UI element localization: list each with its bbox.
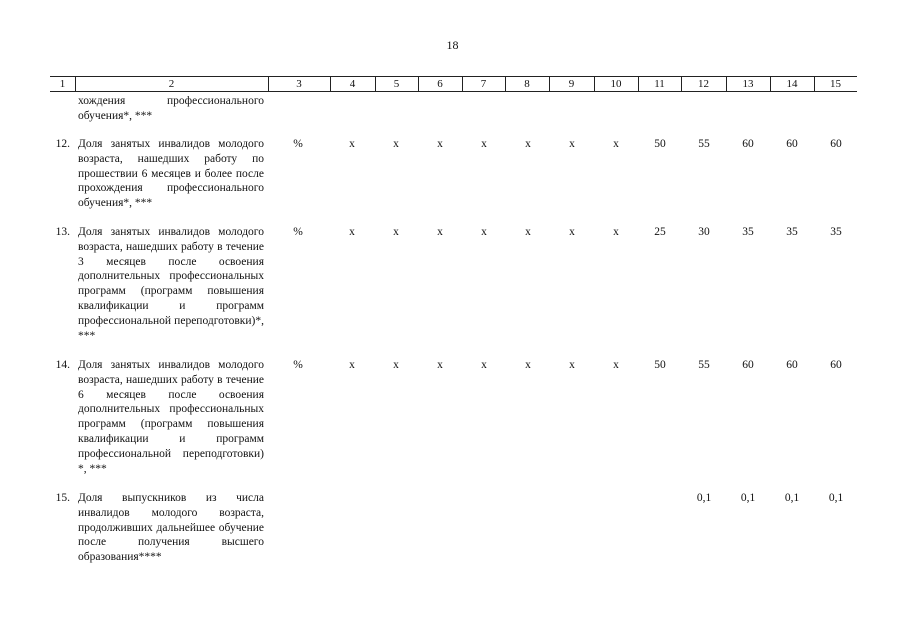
header-cell-6: 6: [437, 78, 443, 90]
header-cell-12: 12: [698, 78, 709, 90]
value-cell: 0,1: [696, 492, 712, 504]
value-cell: x: [525, 359, 531, 371]
value-cell: %: [293, 226, 303, 238]
value-cell: x: [393, 226, 399, 238]
row-number: 15.: [55, 492, 70, 504]
value-cell: 30: [698, 226, 710, 238]
header-cell-10: 10: [610, 78, 622, 90]
value-cell: %: [293, 359, 303, 371]
value-cell: 50: [654, 359, 666, 371]
value-cell: x: [437, 138, 443, 150]
value-cell: 60: [830, 359, 842, 371]
value-cell: x: [569, 226, 575, 238]
indicator-name: Доля занятых инвалидов молодого возраста, нашедших работу по прошествии 6 месяцев и более после прохождения профессионального обучения*, ***: [78, 138, 264, 210]
value-cell: 25: [654, 226, 666, 238]
value-cell: 60: [742, 359, 754, 371]
indicator-name: Доля выпускников из числа инвалидов молодого возраста, продолживших дальнейшее обучение после получения высшего образования****: [78, 492, 264, 564]
value-cell: 0,1: [784, 492, 800, 504]
value-cell: x: [393, 359, 399, 371]
header-cell-11: 11: [654, 78, 665, 90]
value-cell: %: [293, 138, 303, 150]
value-cell: x: [349, 138, 355, 150]
value-cell: x: [525, 138, 531, 150]
row-number: 14.: [55, 359, 70, 371]
value-cell: x: [613, 359, 619, 371]
value-cell: x: [481, 359, 487, 371]
header-cell-5: 5: [393, 78, 400, 90]
header-cell-2: 2: [168, 78, 175, 90]
header-cell-8: 8: [524, 78, 530, 90]
value-cell: 35: [830, 226, 842, 238]
indicator-name: Доля занятых инвалидов молодого возраста, нашедших работу в течение 3 месяцев после освоения дополнительных профессиональных программ (программ повышения квалификации и программ профессиональной переподготовки)*, ***: [78, 226, 264, 342]
row-number: 12.: [55, 138, 70, 150]
header-cell-4: 4: [349, 78, 356, 90]
value-cell: x: [349, 226, 355, 238]
value-cell: x: [437, 359, 443, 371]
value-cell: x: [525, 226, 531, 238]
value-cell: x: [437, 226, 443, 238]
header-cell-7: 7: [480, 78, 487, 90]
header-cell-14: 14: [786, 78, 798, 90]
value-cell: 60: [786, 359, 798, 371]
value-cell: x: [569, 138, 575, 150]
value-cell: x: [569, 359, 575, 371]
value-cell: 35: [742, 226, 754, 238]
value-cell: 60: [786, 138, 798, 150]
value-cell: 55: [698, 138, 710, 150]
header-cell-13: 13: [742, 78, 754, 90]
value-cell: x: [393, 138, 399, 150]
value-cell: 60: [742, 138, 754, 150]
value-cell: 50: [654, 138, 666, 150]
value-cell: x: [613, 138, 619, 150]
value-cell: x: [481, 138, 487, 150]
page-number: 18: [446, 38, 459, 52]
value-cell: 0,1: [740, 492, 756, 504]
indicator-name: Доля занятых инвалидов молодого возраста, нашедших работу в течение 6 месяцев после освоения дополнительных профессиональных программ (программ повышения квалификации и программ профессиональной переподготовки) *, ***: [78, 359, 264, 475]
header-cell-9: 9: [568, 78, 575, 90]
table-header-row: [50, 76, 857, 92]
value-cell: x: [481, 226, 487, 238]
header-cell-1: 1: [59, 78, 66, 90]
header-cell-3: 3: [296, 78, 302, 90]
value-cell: 60: [830, 138, 842, 150]
value-cell: 55: [698, 359, 710, 371]
indicator-name: хождения профессионального обучения*, ***: [78, 95, 264, 122]
value-cell: 0,1: [828, 492, 844, 504]
row-number: 13.: [55, 226, 70, 238]
value-cell: 35: [786, 226, 798, 238]
header-cell-15: 15: [830, 78, 841, 90]
value-cell: x: [613, 226, 619, 238]
value-cell: x: [349, 359, 355, 371]
